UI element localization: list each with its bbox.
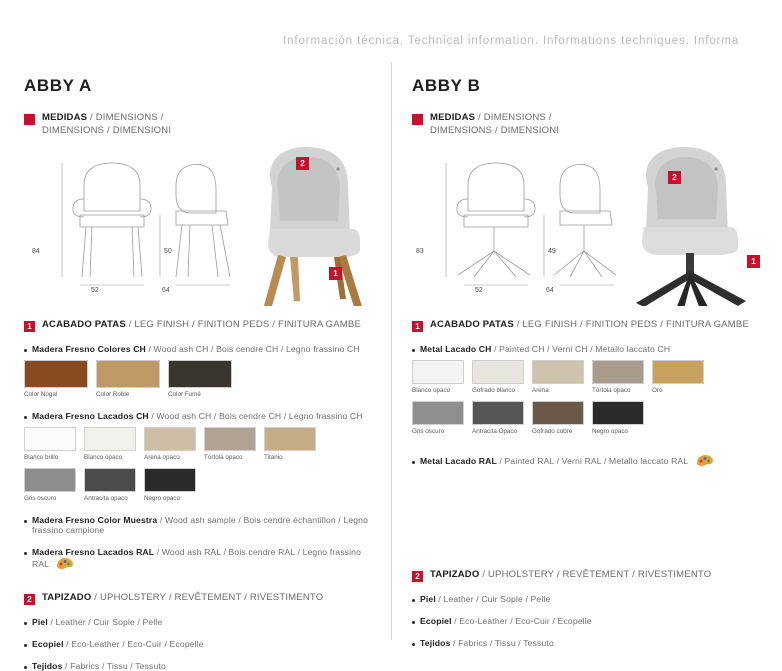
swatch-row-left-1b: [24, 468, 377, 503]
finish-extra-rest-left-1: / Wood ash RAL / Bois cendre RAL / Legno frassino RAL: [32, 547, 362, 569]
technical-drawing-abby-b: [424, 155, 639, 305]
swatch-gris-oscuro-metal[interactable]: [412, 401, 464, 436]
swatch-label: Gris oscuro: [24, 495, 57, 502]
swatch-gofrado-blanco[interactable]: [472, 360, 524, 395]
swatch-chip: [412, 360, 464, 384]
dimensions-label-fr-it-right: DIMENSIONS / DIMENSIONI: [430, 124, 560, 136]
finish-group-label-right-0: [412, 344, 768, 354]
finish-extra-rest-left-0: / Wood ash sample / Bois cendre échantillon / Legno frassino campione: [32, 515, 369, 535]
dim-height-left: 84: [32, 248, 40, 255]
upholstery-rest-left-1: / Eco-Leather / Eco-Cuir / Ecopelle: [63, 639, 204, 649]
upholstery-item-left-2: [24, 661, 377, 671]
swatch-label: Color Fumé: [168, 391, 201, 398]
spec-columns: [0, 62, 782, 671]
drawing-area-right: [412, 143, 768, 293]
finish-group-label-left-1: [24, 411, 377, 421]
bullet-dot: [412, 599, 415, 602]
model-column-abby-a: [0, 62, 391, 671]
finish-group-rest-right-0: / Painted CH / Verni CH / Metallo laccato CH: [491, 344, 671, 354]
badge-2-left: 2: [24, 594, 35, 605]
page-header-band: [0, 30, 782, 56]
swatch-label: Arena: [532, 387, 549, 394]
finish-extra-bold-left-1: Madera Fresno Lacados RAL: [32, 547, 155, 557]
swatch-label: Gofrado blanco: [472, 387, 516, 394]
swatch-antracita-opaco-metal[interactable]: [472, 401, 524, 436]
drawing-area-left: [24, 143, 377, 293]
leg-finish-section-header-left: [24, 319, 377, 332]
dimensions-label-es-right: MEDIDAS: [430, 112, 476, 123]
bullet-dot: [24, 416, 27, 419]
upholstery-section-header-left: [24, 592, 377, 605]
swatch-titanio[interactable]: [264, 427, 316, 462]
upholstery-rest-right-0: / Leather / Cuir Sople / Pelle: [435, 594, 551, 604]
finish-group-bold-right-0: Metal Lacado CH: [420, 344, 492, 354]
upholstery-item-right-0: [412, 594, 768, 604]
finish-extra-left-1: [24, 547, 377, 570]
upholstery-rest-right-1: / Eco-Leather / Eco-Cuir / Ecopelle: [451, 616, 592, 626]
swatch-antracita-opaco[interactable]: [84, 468, 136, 503]
upholstery-rest-right-2: / Fabrics / Tissu / Tessuto: [450, 638, 554, 648]
swatch-label: Arena opaco: [144, 454, 180, 461]
color-palette-icon: [696, 454, 714, 467]
upholstery-section-header-right: [412, 569, 768, 582]
swatch-label: Negro opaco: [144, 495, 181, 502]
swatch-label: Titanio: [264, 454, 283, 461]
swatch-label: Antracita Opaco: [472, 428, 518, 435]
dimensions-section-header-right: [412, 112, 768, 137]
upholstery-bold-right-0: Piel: [420, 594, 436, 604]
callout-2-left: 2: [296, 157, 309, 170]
swatch-label: Gofrado cobre: [532, 428, 573, 435]
upholstery-rest-left-0: / Leather / Cuir Sople / Pelle: [47, 617, 163, 627]
swatch-label: Color Roble: [96, 391, 130, 398]
callout-1-right: 1: [747, 255, 760, 268]
technical-drawing-abby-a: [40, 155, 255, 305]
swatch-chip: [96, 360, 160, 388]
swatch-chip: [592, 401, 644, 425]
dimensions-section-header-left: [24, 112, 377, 137]
swatch-gofrado-cobre[interactable]: [532, 401, 584, 436]
upholstery-item-left-1: [24, 639, 377, 649]
bullet-dot: [412, 643, 415, 646]
dim-seat-right: 49: [548, 248, 556, 255]
leg-finish-title-left: ACABADO PATAS: [42, 319, 126, 330]
swatch-row-right-0a: [412, 360, 768, 395]
swatch-chip: [532, 401, 584, 425]
dim-width-side-left: 64: [162, 287, 170, 294]
upholstery-bold-left-0: Piel: [32, 617, 48, 627]
upholstery-bold-left-2: Tejidos: [32, 661, 63, 671]
swatch-chip: [472, 401, 524, 425]
swatch-chip: [84, 468, 136, 492]
swatch-label: Blanco brillo: [24, 454, 59, 461]
swatch-chip: [412, 401, 464, 425]
dim-width-front-left: 52: [91, 287, 99, 294]
dim-width-side-right: 64: [546, 287, 554, 294]
swatch-chip: [592, 360, 644, 384]
swatch-label: Gris oscuro: [412, 428, 445, 435]
bullet-dot: [24, 349, 27, 352]
swatch-chip: [168, 360, 232, 388]
swatch-label: Negro opaco: [592, 428, 629, 435]
swatch-chip: [24, 468, 76, 492]
upholstery-bold-left-1: Ecopiel: [32, 639, 64, 649]
red-square-marker: [24, 114, 35, 125]
finish-extra-right-0: [412, 454, 768, 467]
leg-finish-title-rest-left: / LEG FINISH / FINITION PEDS / FINITURA GAMBE: [125, 319, 361, 330]
callout-1-left: 1: [329, 267, 342, 280]
upholstery-item-left-0: [24, 617, 377, 627]
swatch-color-roble[interactable]: [96, 360, 160, 399]
upholstery-rest-left-2: / Fabrics / Tissu / Tessuto: [62, 661, 166, 671]
swatch-row-left-0: [24, 360, 377, 399]
bullet-dot: [24, 520, 27, 523]
finish-extra-bold-left-0: Madera Fresno Color Muestra: [32, 515, 158, 525]
swatch-negro-opaco-metal[interactable]: [592, 401, 644, 436]
swatch-chip: [24, 427, 76, 451]
bullet-dot: [412, 461, 415, 464]
swatch-tortola-opaco-metal[interactable]: [592, 360, 644, 395]
dim-height-right: 83: [416, 248, 424, 255]
color-palette-icon: [56, 557, 74, 570]
dim-width-front-right: 52: [475, 287, 483, 294]
swatch-row-right-0b: [412, 401, 768, 436]
header-band-text: Información técnica. Technical information. Informations techniques. Informa: [283, 35, 740, 47]
upholstery-bold-right-1: Ecopiel: [420, 616, 452, 626]
swatch-gris-oscuro[interactable]: [24, 468, 76, 503]
upholstery-item-right-1: [412, 616, 768, 626]
product-photo-abby-a: [234, 141, 394, 306]
swatch-chip: [84, 427, 136, 451]
leg-finish-title-rest-right: / LEG FINISH / FINITION PEDS / FINITURA GAMBE: [513, 319, 749, 330]
finish-extra-left-0: [24, 515, 377, 535]
badge-1-left: 1: [24, 321, 35, 332]
finish-extra-rest-right-0: / Painted RAL / Verni RAL / Metallo laccato RAL: [496, 456, 688, 466]
upholstery-title-left: TAPIZADO: [42, 592, 92, 603]
swatch-blanco-brillo[interactable]: [24, 427, 76, 462]
red-square-marker: [412, 114, 423, 125]
bullet-dot: [24, 552, 27, 555]
badge-1-right: 1: [412, 321, 423, 332]
swatch-chip: [652, 360, 704, 384]
swatch-chip: [204, 427, 256, 451]
swatch-label: Tórtola opaco: [204, 454, 243, 461]
swatch-chip: [264, 427, 316, 451]
page-title-abby-a: ABBY A: [24, 76, 92, 95]
bullet-dot: [412, 349, 415, 352]
model-column-abby-b: [391, 62, 782, 648]
swatch-label: Tórtola opaco: [592, 387, 631, 394]
bullet-dot: [24, 622, 27, 625]
finish-group-bold-left-1: Madera Fresno Lacados CH: [32, 411, 149, 421]
product-photo-abby-b: [610, 141, 780, 306]
swatch-color-nogal[interactable]: [24, 360, 88, 399]
swatch-blanco-opaco[interactable]: [84, 427, 136, 462]
swatch-color-fume[interactable]: [168, 360, 232, 399]
finish-group-bold-left-0: Madera Fresno Colores CH: [32, 344, 146, 354]
dimensions-label-es: MEDIDAS: [42, 112, 88, 123]
callout-2-right: 2: [668, 171, 681, 184]
leg-finish-section-header-right: [412, 319, 768, 332]
leg-finish-title-right: ACABADO PATAS: [430, 319, 514, 330]
swatch-blanco-opaco-metal[interactable]: [412, 360, 464, 395]
upholstery-title-rest-right: / UPHOLSTERY / REVÊTEMENT / RIVESTIMENTO: [479, 569, 712, 580]
dimensions-label-en: / DIMENSIONS /: [87, 112, 164, 123]
bullet-dot: [24, 666, 27, 669]
swatch-chip: [532, 360, 584, 384]
finish-extra-bold-right-0: Metal Lacado RAL: [420, 456, 497, 466]
dim-seat-left: 50: [164, 248, 172, 255]
bullet-dot: [24, 644, 27, 647]
swatch-label: Oro: [652, 387, 663, 394]
swatch-row-left-1a: [24, 427, 377, 462]
finish-group-rest-left-1: / Wood ash CH / Bois cendre CH / Legno frassino CH: [148, 411, 363, 421]
bullet-dot: [412, 621, 415, 624]
swatch-oro[interactable]: [652, 360, 704, 395]
dimensions-label-en-right: / DIMENSIONS /: [475, 112, 552, 123]
swatch-chip: [144, 468, 196, 492]
dimensions-label-fr-it: DIMENSIONS / DIMENSIONI: [42, 124, 172, 136]
swatch-label: Blanco opaco: [84, 454, 123, 461]
upholstery-title-rest-left: / UPHOLSTERY / REVÊTEMENT / RIVESTIMENTO: [91, 592, 324, 603]
swatch-tortola-opaco[interactable]: [204, 427, 256, 462]
swatch-label: Blanco opaco: [412, 387, 451, 394]
finish-group-label-left-0: [24, 344, 377, 354]
page-title-abby-b: ABBY B: [412, 76, 481, 95]
finish-group-rest-left-0: / Wood ash CH / Bois cendre CH / Legno frassino CH: [145, 344, 360, 354]
swatch-negro-opaco[interactable]: [144, 468, 196, 503]
swatch-label: Color Nogal: [24, 391, 58, 398]
badge-2-right: 2: [412, 571, 423, 582]
swatch-arena-opaco[interactable]: [144, 427, 196, 462]
swatch-chip: [472, 360, 524, 384]
swatch-chip: [144, 427, 196, 451]
swatch-arena[interactable]: [532, 360, 584, 395]
upholstery-bold-right-2: Tejidos: [420, 638, 451, 648]
swatch-label: Antracita opaco: [84, 495, 128, 502]
swatch-chip: [24, 360, 88, 388]
upholstery-title-right: TAPIZADO: [430, 569, 480, 580]
